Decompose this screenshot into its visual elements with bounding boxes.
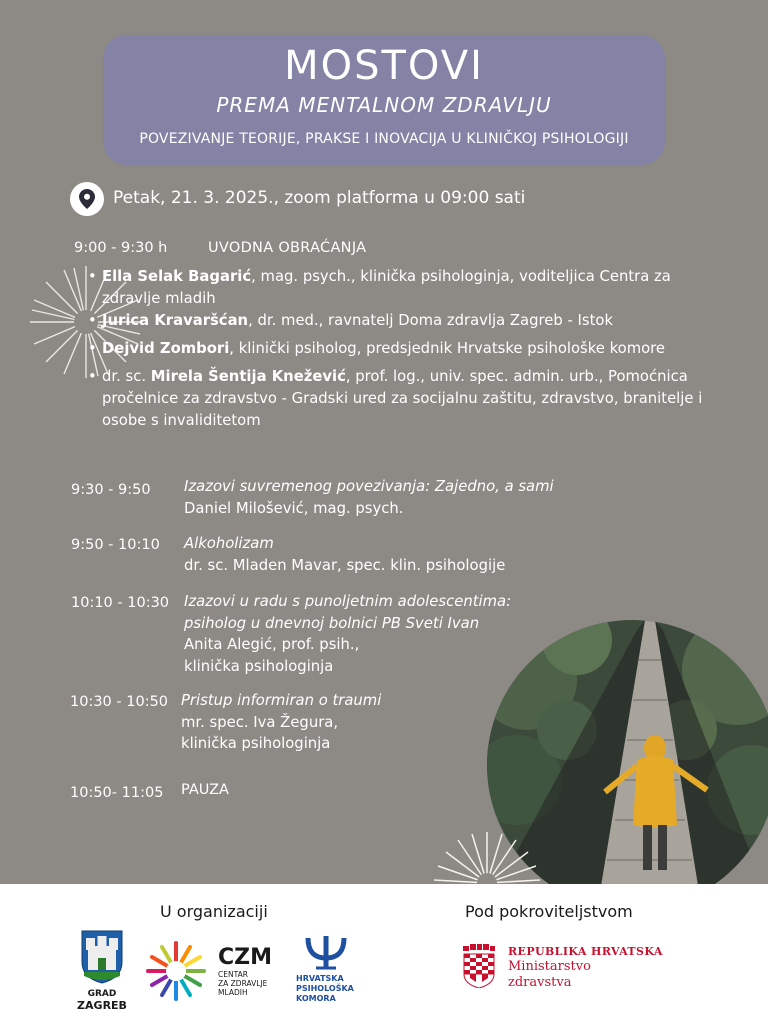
zagreb-coat-of-arms-icon bbox=[79, 928, 125, 984]
hpk-line3: KOMORA bbox=[296, 994, 336, 1003]
slot-title: Pristup informiran o traumi bbox=[181, 692, 382, 709]
czm-line3: MLADIH bbox=[218, 988, 248, 997]
hpk-line1: HRVATSKA bbox=[296, 974, 344, 983]
location-pin-icon bbox=[70, 182, 104, 216]
event-subtitle: PREMA MENTALNOM ZDRAVLJU bbox=[216, 93, 552, 117]
ministry-line2: Ministarstvo bbox=[508, 959, 591, 974]
slot-speaker: dr. sc. Mladen Mavar, spec. klin. psihologije bbox=[184, 556, 506, 574]
opening-time: 9:00 - 9:30 h bbox=[74, 240, 168, 256]
slot-speaker: Anita Alegić, prof. psih., bbox=[184, 636, 360, 653]
ministry-line3: zdravstva bbox=[508, 975, 572, 990]
slot-time: 9:30 - 9:50 bbox=[71, 482, 151, 498]
event-tagline: POVEZIVANJE TEORIJE, PRAKSE I INOVACIJA U KLINIČKOJ PSIHOLOGIJI bbox=[139, 131, 629, 147]
opening-speakers-list bbox=[86, 266, 706, 438]
czm-line2: ZA ZDRAVLJE bbox=[218, 979, 268, 988]
sunburst-decoration-icon bbox=[432, 828, 542, 886]
slot-title: PAUZA bbox=[181, 782, 229, 798]
list-item: • Jurica Kravaršćan, dr. med., ravnatelj Doma zdravlja Zagreb - Istok bbox=[86, 310, 706, 332]
grad-label: GRAD bbox=[87, 989, 117, 999]
ministry-line1: REPUBLIKA HRVATSKA bbox=[508, 945, 663, 958]
grad-zagreb-logo bbox=[72, 928, 132, 1012]
opening-title: UVODNA OBRAĆANJA bbox=[208, 240, 367, 256]
hpk-logo bbox=[296, 934, 366, 1004]
slot-time: 10:10 - 10:30 bbox=[71, 595, 170, 611]
slot-details bbox=[181, 690, 381, 755]
hpk-line2: PSIHOLOŠKA bbox=[296, 984, 354, 993]
croatian-coat-of-arms-icon bbox=[462, 944, 496, 988]
psi-symbol-icon bbox=[304, 934, 348, 970]
slot-details bbox=[184, 476, 554, 519]
list-item: • dr. sc. Mirela Šentija Knežević, prof. log., univ. spec. admin. urb., Pomoćnica pročelnice za zdravstvo - Gradski ured za socijalnu zaštitu, zdravstvo, branitelje i osobe s invaliditetom bbox=[86, 366, 706, 432]
slot-time: 10:30 - 10:50 bbox=[70, 694, 169, 710]
slot-title: Izazovi suvremenog povezivanja: Zajedno, a sami bbox=[184, 478, 554, 495]
czm-logo bbox=[218, 946, 272, 997]
footer bbox=[0, 884, 768, 1024]
slot-speaker: Daniel Milošević, mag. psych. bbox=[184, 499, 404, 517]
patronage-label: Pod pokroviteljstvom bbox=[465, 902, 633, 921]
header-banner bbox=[103, 35, 665, 165]
slot-speaker-line2: klinička psihologinja bbox=[184, 657, 334, 675]
slot-title-line2: psiholog u dnevnoj bolnici PB Sveti Ivan bbox=[184, 614, 480, 632]
slot-speaker: mr. spec. Iva Žegura, bbox=[181, 713, 339, 731]
list-item: • Dejvid Zombori, klinički psiholog, predsjednik Hrvatske psihološke komore bbox=[86, 338, 706, 360]
list-item: • Ella Selak Bagarić, mag. psych., klinička psihologinja, voditeljica Centra za zdravlje mladih bbox=[86, 266, 706, 310]
slot-details bbox=[181, 780, 229, 802]
ministry-logo bbox=[508, 944, 663, 991]
czm-rainbow-logo-icon bbox=[145, 940, 207, 1002]
event-title: MOSTOVI bbox=[284, 43, 484, 89]
organization-label: U organizaciji bbox=[160, 902, 268, 921]
zagreb-label: ZAGREB bbox=[77, 999, 127, 1012]
czm-abbr: CZM bbox=[218, 945, 272, 970]
slot-time: 10:50- 11:05 bbox=[70, 785, 164, 801]
slot-speaker-line2: klinička psihologinja bbox=[181, 735, 331, 752]
slot-details bbox=[184, 533, 505, 576]
slot-title: Izazovi u radu s punoljetnim adolescentima: bbox=[184, 593, 512, 610]
event-date-location: Petak, 21. 3. 2025., zoom platforma u 09:00 sati bbox=[113, 188, 526, 208]
slot-details bbox=[184, 591, 511, 677]
slot-title: Alkoholizam bbox=[184, 535, 274, 552]
czm-line1: CENTAR bbox=[218, 970, 248, 979]
slot-time: 9:50 - 10:10 bbox=[71, 537, 160, 553]
